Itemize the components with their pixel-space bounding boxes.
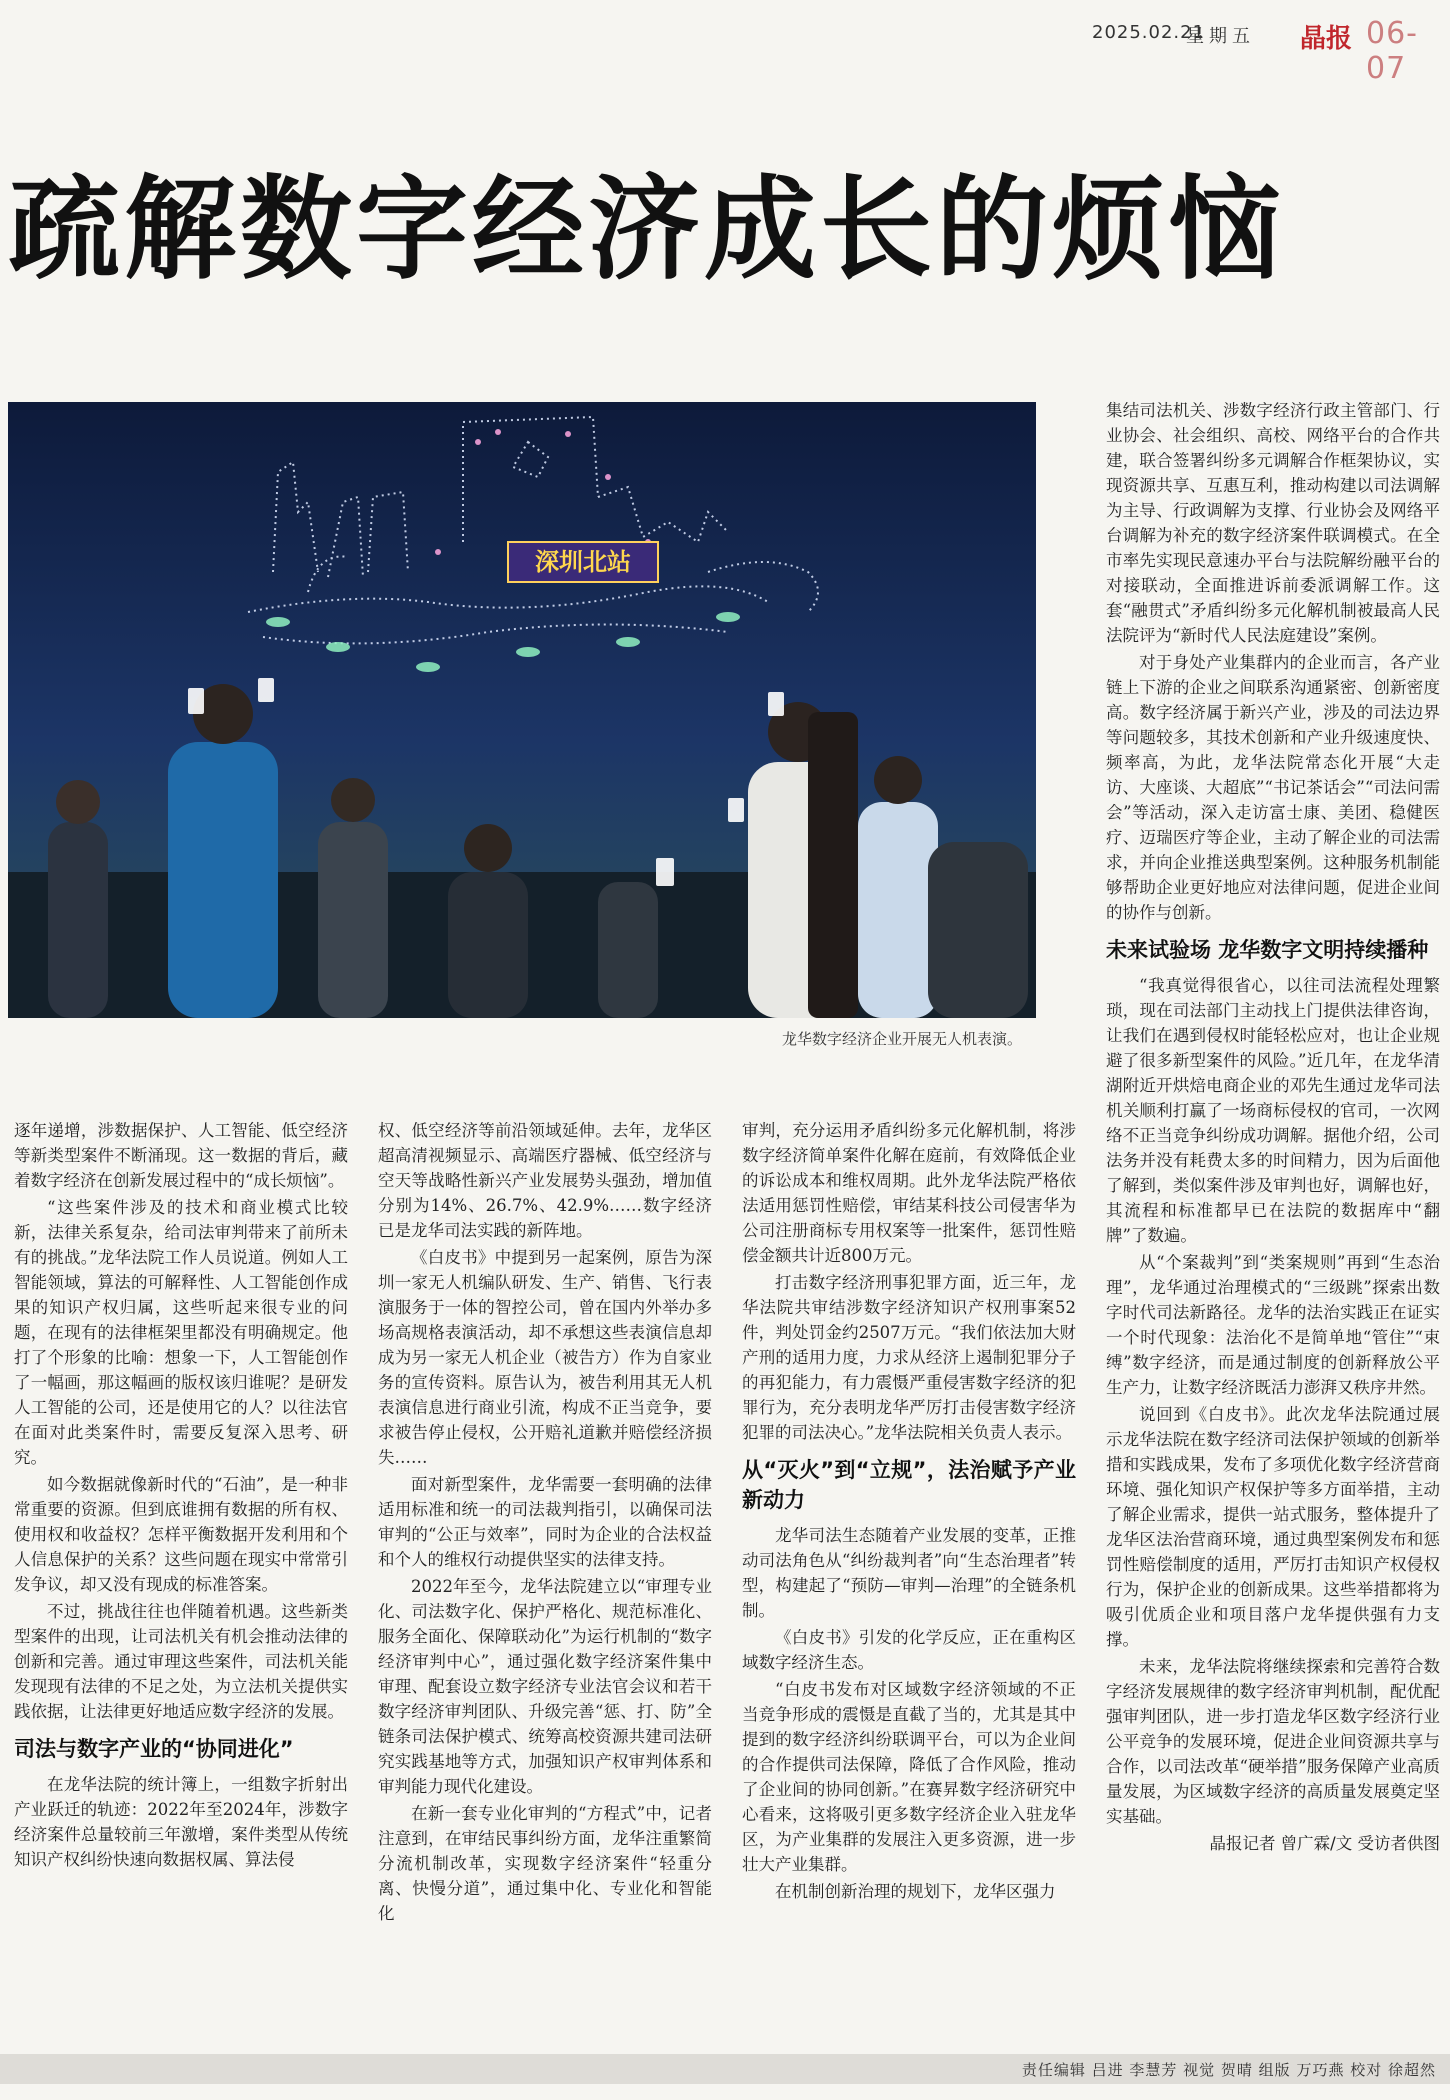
photo-caption: 龙华数字经济企业开展无人机表演。 [782,1030,1023,1048]
drone-sign-text: 深圳北站 [535,548,631,576]
paragraph: 面对新型案件，龙华需要一套明确的法律适用标准和统一的司法裁判指引，以确保司法审判的“公正与效率”，同时为企业的合法权益和个人的维权行动提供坚实的法律支持。 [378,1475,712,1569]
issue-weekday: 星期五 [1186,26,1255,47]
paragraph: 逐年递增，涉数据保护、人工智能、低空经济等新类型案件不断涌现。这一数据的背后，藏着数字经济在创新发展过程中的“成长烦恼”。 [14,1121,348,1190]
newspaper-logo: 晶报 [1300,24,1353,54]
paragraph: 集结司法机关、涉数字经济行政主管部门、行业协会、社会组织、高校、网络平台的合作共建，联合签署纠纷多元调解合作框架协议，实现资源共享、互惠互利，推动构建以司法调解为主导、行政调解为支撑、行业协会及网络平台调解为补充的数字经济案件联调模式。在全市率先实现民意速办平台与法院解纷融平台的对接联动，全面推进诉前委派调解工作。这套“融贯式”矛盾纠纷多元化解机制被最高人民法院评为“新时代人民法庭建设”案例。 [1106,401,1440,645]
column-3 [742,1118,1076,1906]
issue-date: 2025.02.21 [1092,22,1206,43]
drone-green-leaves [266,612,740,672]
page-number: 06-07 [1366,16,1418,86]
paragraph: 《白皮书》引发的化学反应，正在重构区域数字经济生态。 [742,1628,1076,1672]
paragraph: 从“个案裁判”到“类案规则”再到“生态治理”，龙华通过治理模式的“三级跳”探索出数字时代司法新路径。龙华的法治实践正在证实一个时代现象：法治化不是简单地“管住”“束缚”数字经济，而是通过制度的创新释放公平生产力，让数字经济既活力澎湃又秩序井然。 [1106,1253,1440,1397]
paragraph: 如今数据就像新时代的“石油”，是一种非常重要的资源。但到底谁拥有数据的所有权、使用权和收益权？怎样平衡数据开发利用和个人信息保护的关系？这些问题在现实中常常引发争议，却又没有现成的标准答案。 [14,1475,348,1594]
paragraph: 对于身处产业集群内的企业而言，各产业链上下游的企业之间联系沟通紧密、创新密度高。数字经济属于新兴产业，涉及的司法边界等问题较多，其技术创新和产业升级速度快、频率高，为此，龙华法院常态化开展“大走访、大座谈、大超底”“书记茶话会”“司法问需会”等活动，深入走访富士康、美团、稳健医疗、迈瑞医疗等企业，主动了解企业的司法需求，并向企业推送典型案例。这种服务机制能够帮助企业更好地应对法律问题，促进企业间的协作与创新。 [1106,653,1440,922]
headline: 疏解数字经济成长的烦恼 [8,165,1284,295]
paragraph: “白皮书发布对区域数字经济领域的不正当竞争形成的震慑是直截了当的，尤其是其中提到的数字经济纠纷联调平台，可以为企业间的合作提供司法保障，降低了合作风险，推动了企业间的协同创新。”在赛昇数字经济研究中心看来，这将吸引更多数字经济企业入驻龙华区，为产业集群的发展注入更多资源，进一步壮大产业集群。 [742,1680,1076,1874]
right-column [1106,398,1440,1858]
paragraph: 2022年至今，龙华法院建立以“审理专业化、司法数字化、保护严格化、规范标准化、服务全面化、保障联动化”为运行机制的“数字经济审判中心”，通过强化数字经济案件集中审理、配套设立数字经济专业法官会议和若干数字经济审判团队、升级完善“惩、打、防”全链条司法保护模式、统筹高校资源共建司法研究实践基地等方式，加强知识产权审判体系和审判能力现代化建设。 [378,1577,712,1796]
byline: 晶报记者 曾广霖/文 受访者供图 [1209,1834,1440,1853]
column-2 [378,1118,712,1928]
editor-credits: 责任编辑 吕进 李慧芳 视觉 贺晴 组版 万巧燕 校对 徐超然 [1021,2061,1436,2079]
paragraph: 在机制创新治理的规划下，龙华区强力 [775,1882,1056,1901]
masthead [0,14,1450,86]
paragraph: “这些案件涉及的技术和商业模式比较新，法律关系复杂，给司法审判带来了前所未有的挑战。”龙华法院工作人员说道。例如人工智能领域，算法的可解释性、人工智能创作成果的知识产权归属，这些听起来很专业的问题，在现有的法律框架里都没有明确规定。他打了个形象的比喻：想象一下，人工智能创作了一幅画，那这幅画的版权该归谁呢？是研发人工智能的公司，还是使用它的人？以往法官在面对此类案件时，需要反复深入思考、研究。 [14,1198,348,1467]
drone-lights [248,417,818,643]
paragraph: 在新一套专业化审判的“方程式”中，记者注意到，在审结民事纠纷方面，龙华注重繁简分流机制改革，实现数字经济案件“轻重分离、快慢分道”，通过集中化、专业化和智能化 [378,1804,712,1923]
column-1 [14,1118,348,1874]
paragraph: 《白皮书》中提到另一起案例，原告为深圳一家无人机编队研发、生产、销售、飞行表演服务于一体的智控公司，曾在国内外举办多场高规格表演活动，却不承想这些表演信息却成为另一家无人机企业（被告方）作为自家业务的宣传资料。原告认为，被告利用其无人机表演信息进行商业引流，构成不正当竞争，要求被告停止侵权，公开赔礼道歉并赔偿经济损失…… [378,1248,712,1467]
paragraph: 审判，充分运用矛盾纠纷多元化解机制，将涉数字经济简单案件化解在庭前，有效降低企业的诉讼成本和维权周期。此外龙华法院严格依法适用惩罚性赔偿，审结某科技公司侵害华为公司注册商标专用权案等一批案件，惩罚性赔偿金额共计近800万元。 [742,1121,1076,1265]
footer-bar [0,2054,1450,2084]
paragraph: 说回到《白皮书》。此次龙华法院通过展示龙华法院在数字经济司法保护领域的创新举措和实践成果，发布了多项优化数字经济营商环境、强化知识产权保护等多方面举措，主动了解企业需求，提供一站式服务，整体提升了龙华区法治营商环境，通过典型案例发布和惩罚性赔偿制度的适用，严厉打击知识产权侵权行为，保护企业的创新成果。这些举措都将为吸引优质企业和项目落户龙华提供强有力支撑。 [1106,1405,1440,1649]
paragraph: “我真觉得很省心，以往司法流程处理繁琐，现在司法部门主动找上门提供法律咨询，让我们在遇到侵权时能轻松应对，也让企业规避了很多新型案件的风险。”近几年，在龙华清湖附近开烘焙电商企业的邓先生通过龙华司法机关顺利打赢了一场商标侵权的官司，一次网络不正当竞争纠纷成功调解。据他介绍，公司法务并没有耗费太多的时间精力，因为后面他了解到，类似案件涉及审判也好，调解也好，其流程和标准都早已在法院的数据库中“翻牌”了数遍。 [1106,976,1440,1245]
paragraph: 未来，龙华法院将继续探索和完善符合数字经济发展规律的数字经济审判机制，配优配强审判团队，进一步打造龙华区数字经济行业公平竞争的发展环境，促进企业间资源共享与合作，以司法改革“硬举措”服务保障产业高质量发展，为区域数字经济的高质量发展奠定坚实基础。 [1106,1657,1440,1826]
section-heading: 未来试验场 龙华数字文明持续播种 [1106,938,1429,962]
drone-show-illustration [8,402,1036,1018]
drone-pink-dots [435,429,651,555]
paragraph: 在龙华法院的统计簿上，一组数字折射出产业跃迁的轨迹：2022年至2024年，涉数字经济案件总量较前三年激增，案件类型从传统知识产权纠纷快速向数据权属、算法侵 [14,1775,348,1869]
section-heading: 司法与数字产业的“协同进化” [14,1737,294,1761]
paragraph: 龙华司法生态随着产业发展的变革，正推动司法角色从“纠纷裁判者”向“生态治理者”转型，构建起了“预防—审判—治理”的全链条机制。 [742,1526,1076,1620]
paragraph: 不过，挑战往往也伴随着机遇。这些新类型案件的出现，让司法机关有机会推动法律的创新和完善。通过审理这些案件，司法机关能发现现有法律的不足之处，为立法机关提供实践依据，让法律更好地适应数字经济的发展。 [14,1602,348,1721]
paragraph: 权、低空经济等前沿领域延伸。去年，龙华区超高清视频显示、高端医疗器械、低空经济与空天等战略性新兴产业发展势头强劲，增加值分别为14%、26.7%、42.9%……数字经济已是龙华司法实践的新阵地。 [378,1121,712,1240]
drone-show-photo [8,402,1036,1018]
section-heading: 从“灭火”到“立规”，法治赋予产业新动力 [742,1458,1076,1512]
paragraph: 打击数字经济刑事犯罪方面，近三年，龙华法院共审结涉数字经济知识产权刑事案52件，判处罚金约2507万元。“我们依法加大财产刑的适用力度，力求从经济上遏制犯罪分子的再犯能力，有力震慑严重侵害数字经济的犯罪行为，充分表明龙华严厉打击侵害数字经济犯罪的司法决心。”龙华法院相关负责人表示。 [742,1273,1076,1442]
